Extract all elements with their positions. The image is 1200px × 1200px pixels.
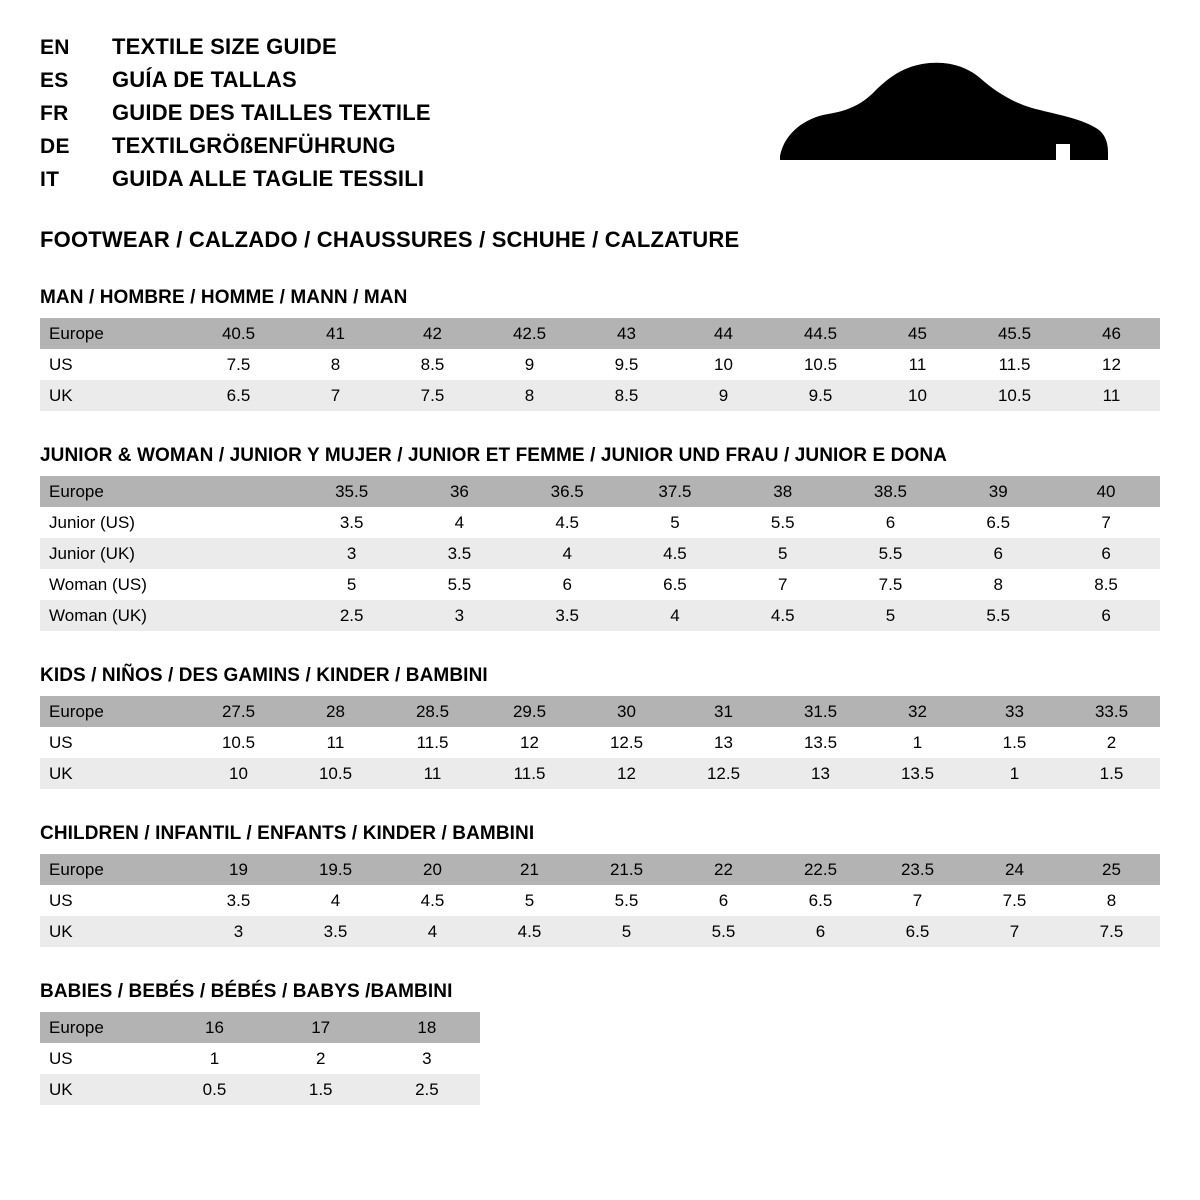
size-table [40, 854, 1160, 947]
size-cell: 5 [481, 885, 578, 916]
row-label: Junior (UK) [40, 538, 190, 569]
size-cell: 18 [374, 1012, 480, 1043]
size-section [40, 823, 1160, 947]
size-cell: 1.5 [966, 727, 1063, 758]
size-cell: 2 [268, 1043, 374, 1074]
size-cell: 11.5 [384, 727, 481, 758]
size-cell: 9.5 [772, 380, 869, 411]
table-row [40, 318, 1160, 349]
table-row [40, 1043, 480, 1074]
size-cell: 1 [161, 1043, 267, 1074]
size-table [40, 318, 1160, 411]
size-cell: 10.5 [190, 727, 287, 758]
size-cell: 13 [675, 727, 772, 758]
size-cell: 6 [675, 885, 772, 916]
language-title-list [40, 34, 431, 199]
size-cell: 8 [1063, 885, 1160, 916]
size-cell: 20 [384, 854, 481, 885]
size-cell: 10.5 [966, 380, 1063, 411]
size-cell: 44 [675, 318, 772, 349]
section-title: MAN / HOMBRE / HOMME / MANN / MAN [40, 287, 408, 308]
size-cell [190, 569, 298, 600]
row-label: UK [40, 758, 190, 789]
size-cell: 13.5 [772, 727, 869, 758]
size-cell: 22.5 [772, 854, 869, 885]
language-title: TEXTILE SIZE GUIDE [112, 34, 337, 59]
language-code: ES [40, 69, 69, 92]
size-cell: 28.5 [384, 696, 481, 727]
language-code: EN [40, 36, 70, 59]
size-cell [190, 538, 298, 569]
size-cell: 31 [675, 696, 772, 727]
size-cell: 44.5 [772, 318, 869, 349]
size-cell: 9 [481, 349, 578, 380]
language-row [40, 67, 431, 100]
language-row [40, 166, 431, 199]
size-cell: 7 [869, 885, 966, 916]
size-cell: 2.5 [374, 1074, 480, 1105]
size-cell: 1 [966, 758, 1063, 789]
size-cell: 38.5 [837, 476, 945, 507]
size-table [40, 1012, 480, 1105]
size-cell: 36 [406, 476, 514, 507]
size-table [40, 476, 1160, 631]
table-row [40, 696, 1160, 727]
language-title: GUÍA DE TALLAS [112, 67, 297, 92]
size-cell [190, 507, 298, 538]
row-label: US [40, 727, 190, 758]
row-label: UK [40, 1074, 161, 1105]
size-cell: 11 [1063, 380, 1160, 411]
size-cell: 4 [406, 507, 514, 538]
size-cell: 46 [1063, 318, 1160, 349]
size-cell: 7.5 [837, 569, 945, 600]
table-row [40, 885, 1160, 916]
size-table [40, 696, 1160, 789]
size-cell: 4.5 [513, 507, 621, 538]
language-row [40, 100, 431, 133]
language-row [40, 133, 431, 166]
size-cell: 5 [837, 600, 945, 631]
size-cell: 16 [161, 1012, 267, 1043]
section-title: CHILDREN / INFANTIL / ENFANTS / KINDER / BAMBINI [40, 823, 535, 844]
row-label: US [40, 885, 190, 916]
size-cell: 3.5 [298, 507, 406, 538]
size-cell: 3.5 [406, 538, 514, 569]
size-cell: 4 [384, 916, 481, 947]
size-cell: 23.5 [869, 854, 966, 885]
table-row [40, 538, 1160, 569]
table-row [40, 600, 1160, 631]
size-cell: 45.5 [966, 318, 1063, 349]
size-cell: 3 [374, 1043, 480, 1074]
size-cell: 2.5 [298, 600, 406, 631]
language-code: FR [40, 102, 69, 125]
size-cell: 8.5 [384, 349, 481, 380]
size-cell: 12 [481, 727, 578, 758]
size-cell: 12 [578, 758, 675, 789]
language-title: GUIDE DES TAILLES TEXTILE [112, 100, 431, 125]
size-cell: 43 [578, 318, 675, 349]
size-cell: 39 [944, 476, 1052, 507]
size-cell: 13 [772, 758, 869, 789]
size-cell: 30 [578, 696, 675, 727]
size-section [40, 981, 1160, 1105]
size-cell: 11 [384, 758, 481, 789]
row-label: Woman (UK) [40, 600, 190, 631]
size-section [40, 445, 1160, 631]
category-title: FOOTWEAR / CALZADO / CHAUSSURES / SCHUHE / CALZATURE [40, 227, 740, 252]
size-cell: 6 [772, 916, 869, 947]
size-cell: 5.5 [729, 507, 837, 538]
table-row [40, 1012, 480, 1043]
size-cell: 10.5 [287, 758, 384, 789]
size-cell: 1.5 [1063, 758, 1160, 789]
size-cell: 27.5 [190, 696, 287, 727]
row-label: US [40, 349, 190, 380]
size-cell: 22 [675, 854, 772, 885]
dress-shoe-icon [770, 56, 1110, 181]
size-cell: 33.5 [1063, 696, 1160, 727]
size-cell: 5.5 [675, 916, 772, 947]
size-cell: 7 [1052, 507, 1160, 538]
size-cell: 19 [190, 854, 287, 885]
size-cell: 33 [966, 696, 1063, 727]
size-cell: 10.5 [772, 349, 869, 380]
size-cell: 7.5 [384, 380, 481, 411]
language-title: TEXTILGRÖßENFÜHRUNG [112, 133, 396, 158]
table-row [40, 1074, 480, 1105]
row-label: Europe [40, 476, 190, 507]
language-title: GUIDA ALLE TAGLIE TESSILI [112, 166, 425, 191]
size-cell: 6.5 [869, 916, 966, 947]
size-cell: 11.5 [966, 349, 1063, 380]
size-cell: 0.5 [161, 1074, 267, 1105]
size-cell: 6 [1052, 600, 1160, 631]
size-cell: 5 [621, 507, 729, 538]
size-cell: 31.5 [772, 696, 869, 727]
size-cell: 38 [729, 476, 837, 507]
language-code: IT [40, 168, 60, 191]
row-label: Junior (US) [40, 507, 190, 538]
size-cell: 36.5 [513, 476, 621, 507]
size-cell: 17 [268, 1012, 374, 1043]
size-cell: 5.5 [837, 538, 945, 569]
size-section [40, 665, 1160, 789]
size-cell: 7.5 [1063, 916, 1160, 947]
size-cell: 4.5 [621, 538, 729, 569]
language-row [40, 34, 431, 67]
page-header [40, 34, 1160, 199]
size-cell: 4 [621, 600, 729, 631]
size-cell: 7.5 [966, 885, 1063, 916]
table-row [40, 380, 1160, 411]
size-cell: 10 [190, 758, 287, 789]
size-cell: 8 [481, 380, 578, 411]
size-cell: 4.5 [481, 916, 578, 947]
size-cell: 6.5 [190, 380, 287, 411]
size-cell: 10 [675, 349, 772, 380]
size-cell: 8.5 [1052, 569, 1160, 600]
table-row [40, 916, 1160, 947]
size-cell: 2 [1063, 727, 1160, 758]
size-cell: 3.5 [190, 885, 287, 916]
row-label: Europe [40, 854, 190, 885]
size-cell: 9 [675, 380, 772, 411]
size-cell: 40.5 [190, 318, 287, 349]
size-cell: 5 [578, 916, 675, 947]
shoe-illustration [760, 56, 1120, 181]
row-label: Europe [40, 318, 190, 349]
size-cell: 6.5 [621, 569, 729, 600]
size-cell: 5 [729, 538, 837, 569]
size-cell: 41 [287, 318, 384, 349]
size-cell: 21.5 [578, 854, 675, 885]
size-cell: 4.5 [384, 885, 481, 916]
size-cell: 12.5 [578, 727, 675, 758]
size-cell: 5.5 [944, 600, 1052, 631]
row-label: Europe [40, 1012, 161, 1043]
size-cell: 8 [944, 569, 1052, 600]
table-row [40, 727, 1160, 758]
size-cell: 7 [966, 916, 1063, 947]
size-cell: 40 [1052, 476, 1160, 507]
size-cell: 12.5 [675, 758, 772, 789]
table-row [40, 854, 1160, 885]
size-cell: 7 [729, 569, 837, 600]
row-label: Europe [40, 696, 190, 727]
table-row [40, 476, 1160, 507]
size-cell: 3.5 [287, 916, 384, 947]
size-cell: 1 [869, 727, 966, 758]
size-cell: 24 [966, 854, 1063, 885]
table-row [40, 507, 1160, 538]
size-cell: 28 [287, 696, 384, 727]
size-cell: 6 [837, 507, 945, 538]
size-cell: 12 [1063, 349, 1160, 380]
section-title: JUNIOR & WOMAN / JUNIOR Y MUJER / JUNIOR ET FEMME / JUNIOR UND FRAU / JUNIOR E DONA [40, 445, 948, 466]
size-cell: 6.5 [944, 507, 1052, 538]
size-cell: 8.5 [578, 380, 675, 411]
size-cell [190, 600, 298, 631]
row-label: UK [40, 916, 190, 947]
size-cell [190, 476, 298, 507]
size-cell: 3 [406, 600, 514, 631]
size-cell: 29.5 [481, 696, 578, 727]
size-cell: 3 [298, 538, 406, 569]
row-label: UK [40, 380, 190, 411]
table-row [40, 569, 1160, 600]
size-cell: 3.5 [513, 600, 621, 631]
size-cell: 7 [287, 380, 384, 411]
size-tables [40, 287, 1160, 1105]
size-cell: 4.5 [729, 600, 837, 631]
size-cell: 4 [513, 538, 621, 569]
size-cell: 11 [869, 349, 966, 380]
size-cell: 5 [298, 569, 406, 600]
size-cell: 11 [287, 727, 384, 758]
table-row [40, 758, 1160, 789]
size-cell: 1.5 [268, 1074, 374, 1105]
size-cell: 32 [869, 696, 966, 727]
size-cell: 35.5 [298, 476, 406, 507]
size-cell: 5.5 [578, 885, 675, 916]
size-cell: 13.5 [869, 758, 966, 789]
size-cell: 9.5 [578, 349, 675, 380]
size-cell: 21 [481, 854, 578, 885]
language-code: DE [40, 135, 70, 158]
row-label: Woman (US) [40, 569, 190, 600]
size-cell: 42 [384, 318, 481, 349]
size-cell: 8 [287, 349, 384, 380]
row-label: US [40, 1043, 161, 1074]
size-cell: 6 [513, 569, 621, 600]
section-title: KIDS / NIÑOS / DES GAMINS / KINDER / BAMBINI [40, 665, 488, 686]
size-cell: 19.5 [287, 854, 384, 885]
size-cell: 5.5 [406, 569, 514, 600]
size-cell: 37.5 [621, 476, 729, 507]
size-cell: 6.5 [772, 885, 869, 916]
size-cell: 6 [944, 538, 1052, 569]
size-cell: 6 [1052, 538, 1160, 569]
table-row [40, 349, 1160, 380]
section-title: BABIES / BEBÉS / BÉBÉS / BABYS /BAMBINI [40, 981, 453, 1002]
size-cell: 4 [287, 885, 384, 916]
size-cell: 42.5 [481, 318, 578, 349]
size-cell: 7.5 [190, 349, 287, 380]
size-cell: 25 [1063, 854, 1160, 885]
size-cell: 3 [190, 916, 287, 947]
size-cell: 45 [869, 318, 966, 349]
size-cell: 10 [869, 380, 966, 411]
size-cell: 11.5 [481, 758, 578, 789]
size-section [40, 287, 1160, 411]
